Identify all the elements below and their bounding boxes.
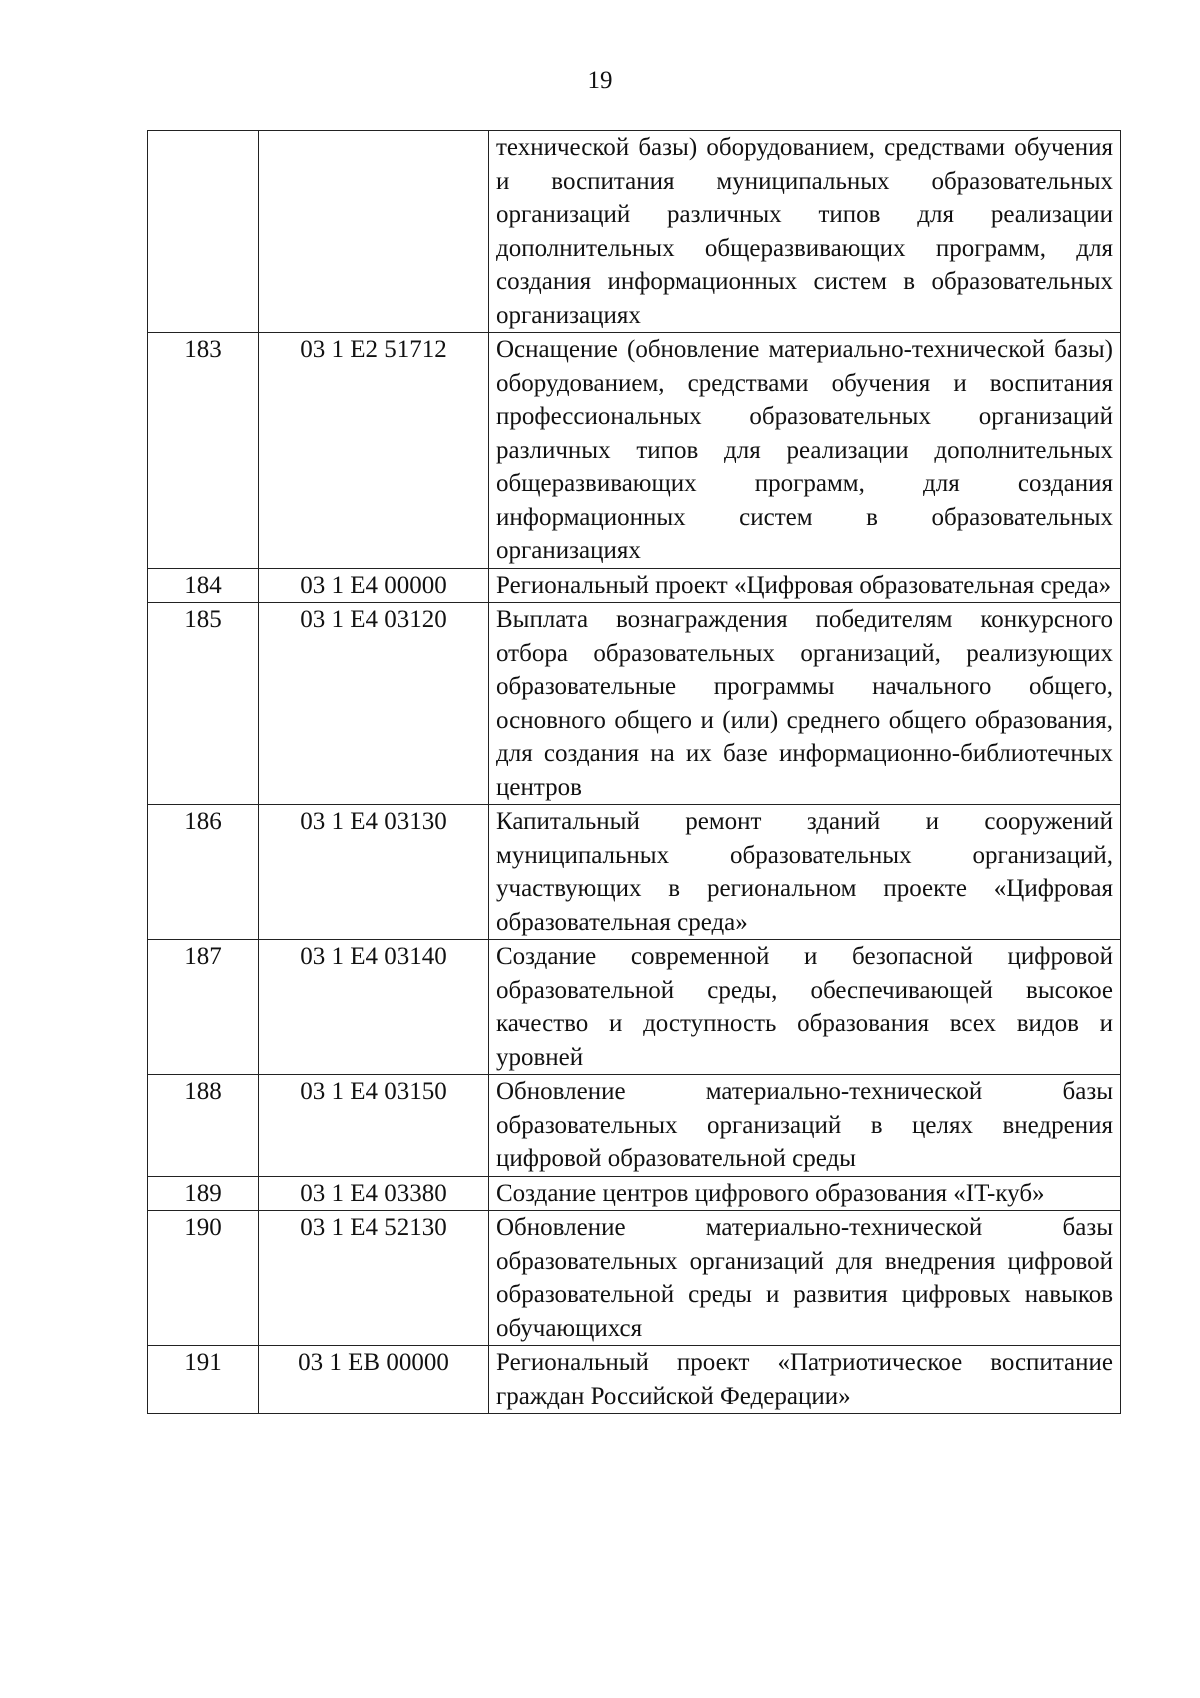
- description-cell: Оснащение (обновление материально-технической базы) оборудованием, средствами обучения и воспитания профессиональных образовательных организаций различных типов для реализации дополнительных общеразвивающих программ, для создания информационных систем в образовательных организациях: [489, 333, 1121, 569]
- code-cell: 03 1 E4 03140: [259, 940, 489, 1075]
- row-number-cell: 185: [148, 603, 259, 805]
- description-cell: Создание центров цифрового образования «IT-куб»: [489, 1176, 1121, 1211]
- code-cell: 03 1 E4 52130: [259, 1211, 489, 1346]
- row-number-cell: [148, 131, 259, 333]
- table-row: [148, 1346, 1121, 1414]
- code-cell: 03 1 EB 00000: [259, 1346, 489, 1414]
- row-number-cell: 191: [148, 1346, 259, 1414]
- description-cell: Региональный проект «Цифровая образовательная среда»: [489, 568, 1121, 603]
- table-row: [148, 1211, 1121, 1346]
- code-cell: 03 1 E4 03150: [259, 1075, 489, 1177]
- code-cell: 03 1 E2 51712: [259, 333, 489, 569]
- code-cell: [259, 131, 489, 333]
- table-row: [148, 1176, 1121, 1211]
- description-cell: Обновление материально-технической базы образовательных организаций для внедрения цифровой образовательной среды и развития цифровых навыков обучающихся: [489, 1211, 1121, 1346]
- row-number-cell: 184: [148, 568, 259, 603]
- description-cell: технической базы) оборудованием, средствами обучения и воспитания муниципальных образовательных организаций различных типов для реализации дополнительных общеразвивающих программ, для создания информационных систем в образовательных организациях: [489, 131, 1121, 333]
- description-cell: Создание современной и безопасной цифровой образовательной среды, обеспечивающей высокое качество и доступность образования всех видов и уровней: [489, 940, 1121, 1075]
- table-row: [148, 940, 1121, 1075]
- description-cell: Обновление материально-технической базы образовательных организаций в целях внедрения цифровой образовательной среды: [489, 1075, 1121, 1177]
- code-cell: 03 1 E4 03380: [259, 1176, 489, 1211]
- page-number: 19: [587, 67, 613, 94]
- row-number-cell: 187: [148, 940, 259, 1075]
- table-row: [148, 333, 1121, 569]
- table-row: [148, 131, 1121, 333]
- table-row: [148, 1075, 1121, 1177]
- table-row: [148, 603, 1121, 805]
- row-number-cell: 190: [148, 1211, 259, 1346]
- code-cell: 03 1 E4 03130: [259, 805, 489, 940]
- code-cell: 03 1 E4 03120: [259, 603, 489, 805]
- description-cell: Региональный проект «Патриотическое воспитание граждан Российской Федерации»: [489, 1346, 1121, 1414]
- row-number-cell: 188: [148, 1075, 259, 1177]
- description-cell: Капитальный ремонт зданий и сооружений муниципальных образовательных организаций, участвующих в региональном проекте «Цифровая образовательная среда»: [489, 805, 1121, 940]
- row-number-cell: 189: [148, 1176, 259, 1211]
- table-row: [148, 805, 1121, 940]
- row-number-cell: 183: [148, 333, 259, 569]
- description-cell: Выплата вознаграждения победителям конкурсного отбора образовательных организаций, реализующих образовательные программы начального общего, основного общего и (или) среднего общего образования, для создания на их базе информационно-библиотечных центров: [489, 603, 1121, 805]
- table-row: [148, 568, 1121, 603]
- budget-classification-table: [147, 130, 1121, 1414]
- code-cell: 03 1 E4 00000: [259, 568, 489, 603]
- row-number-cell: 186: [148, 805, 259, 940]
